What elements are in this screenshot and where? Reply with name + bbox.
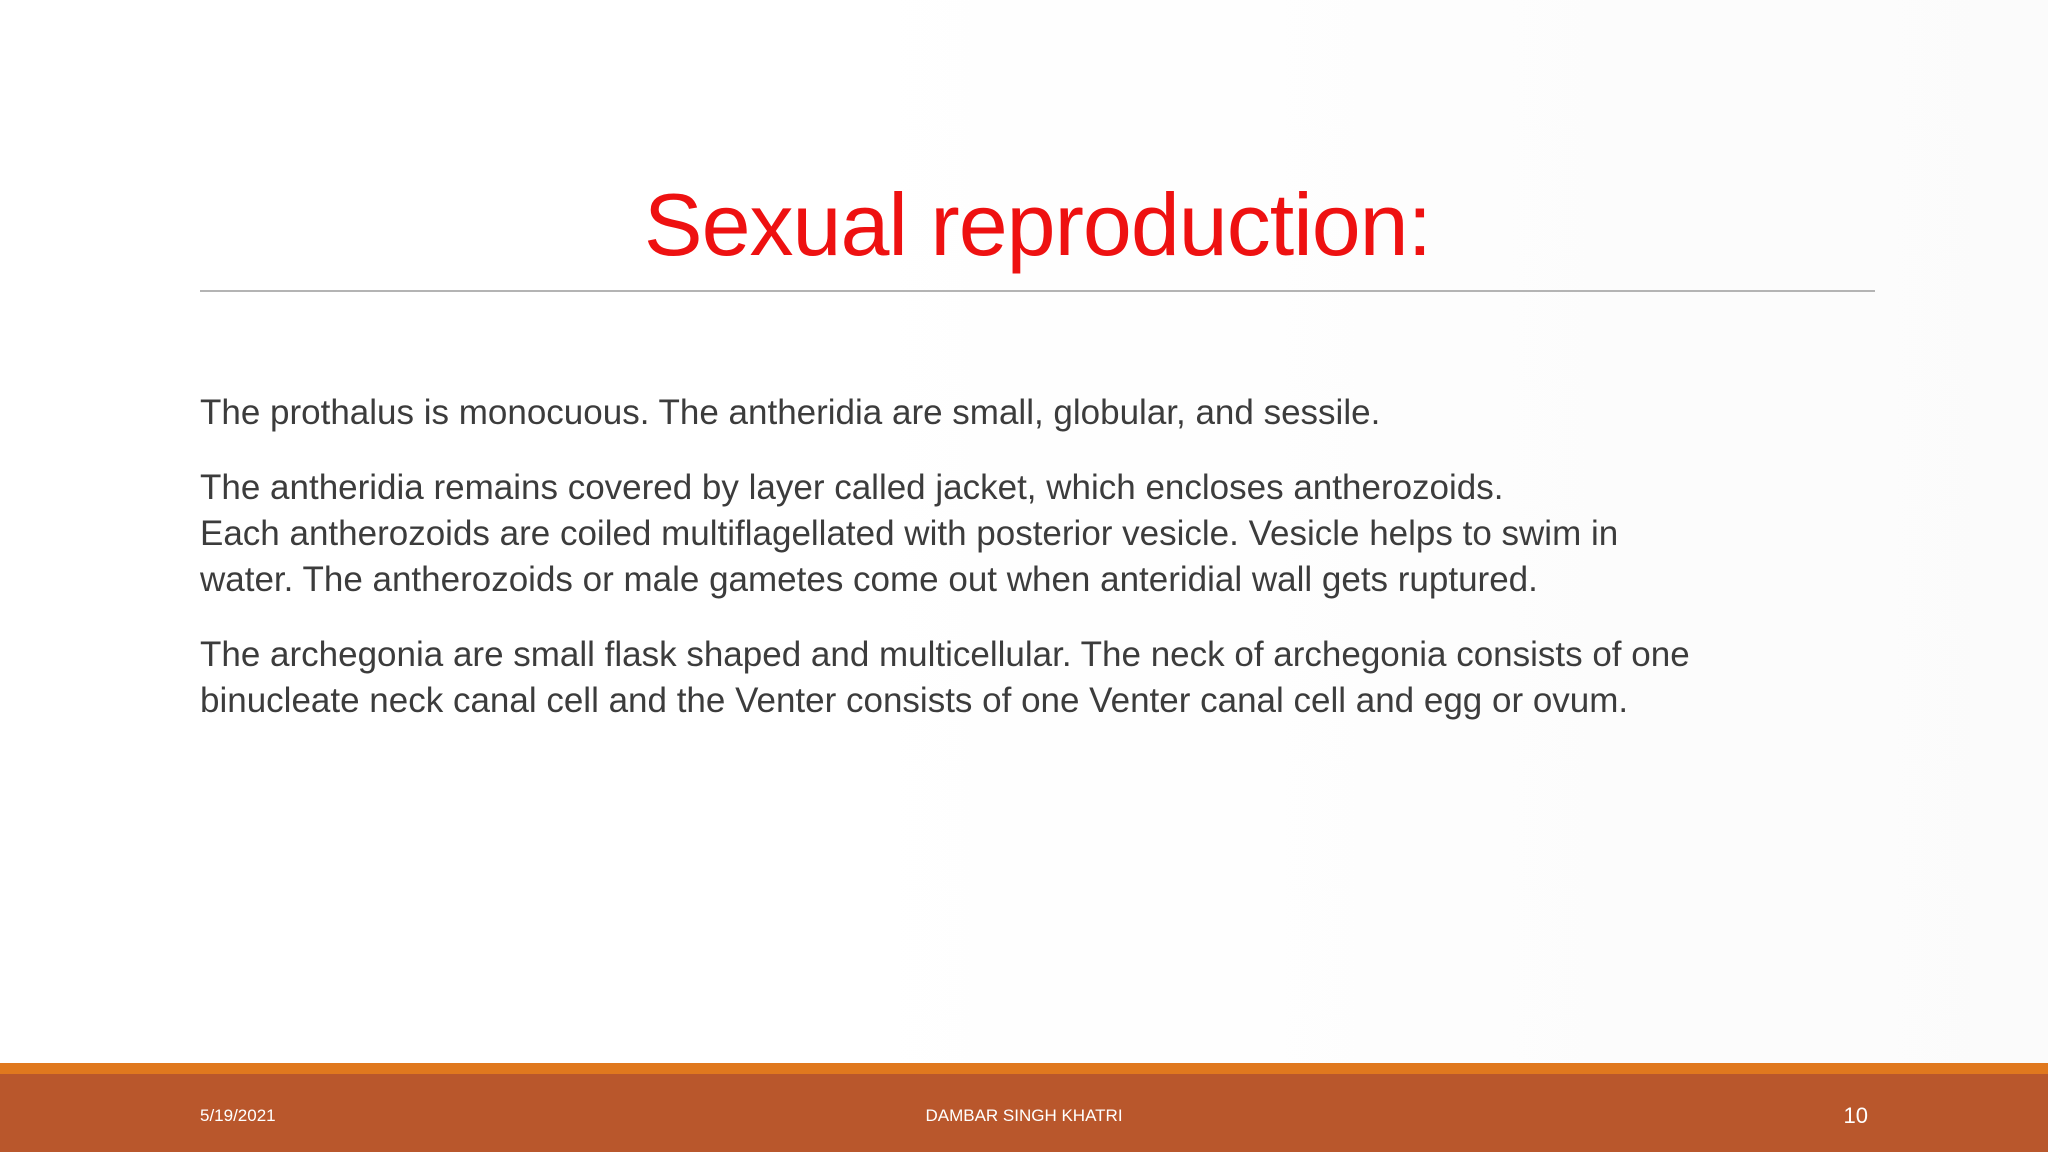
footer-author: DAMBAR SINGH KHATRI: [925, 1106, 1123, 1125]
paragraph-2: [200, 465, 1880, 603]
slide-title: Sexual reproduction:: [643, 175, 1432, 274]
slide-page-number: 10: [1843, 1103, 1868, 1128]
slide-body: [200, 390, 1880, 753]
footer-date: 5/19/2021: [200, 1106, 276, 1125]
paragraph-line: water. The antherozoids or male gametes come out when anteridial wall gets ruptured.: [200, 560, 1538, 599]
paragraph-line: The antheridia remains covered by layer called jacket, which encloses antherozoids.: [200, 468, 1504, 507]
title-divider: [200, 290, 1875, 292]
paragraph-3: [200, 632, 1880, 724]
footer-accent-bar: [0, 1063, 2048, 1074]
paragraph-line: binucleate neck canal cell and the Venter consists of one Venter canal cell and egg or ovum.: [200, 681, 1629, 720]
footer-bar: [0, 1074, 2048, 1152]
paragraph-line: The prothalus is monocuous. The antheridia are small, globular, and sessile.: [200, 393, 1381, 432]
paragraph-line: Each antherozoids are coiled multiflagellated with posterior vesicle. Vesicle helps to swim in: [200, 514, 1619, 553]
paragraph-line: The archegonia are small flask shaped and multicellular. The neck of archegonia consists of one: [200, 635, 1690, 674]
paragraph-1: [200, 390, 1880, 436]
